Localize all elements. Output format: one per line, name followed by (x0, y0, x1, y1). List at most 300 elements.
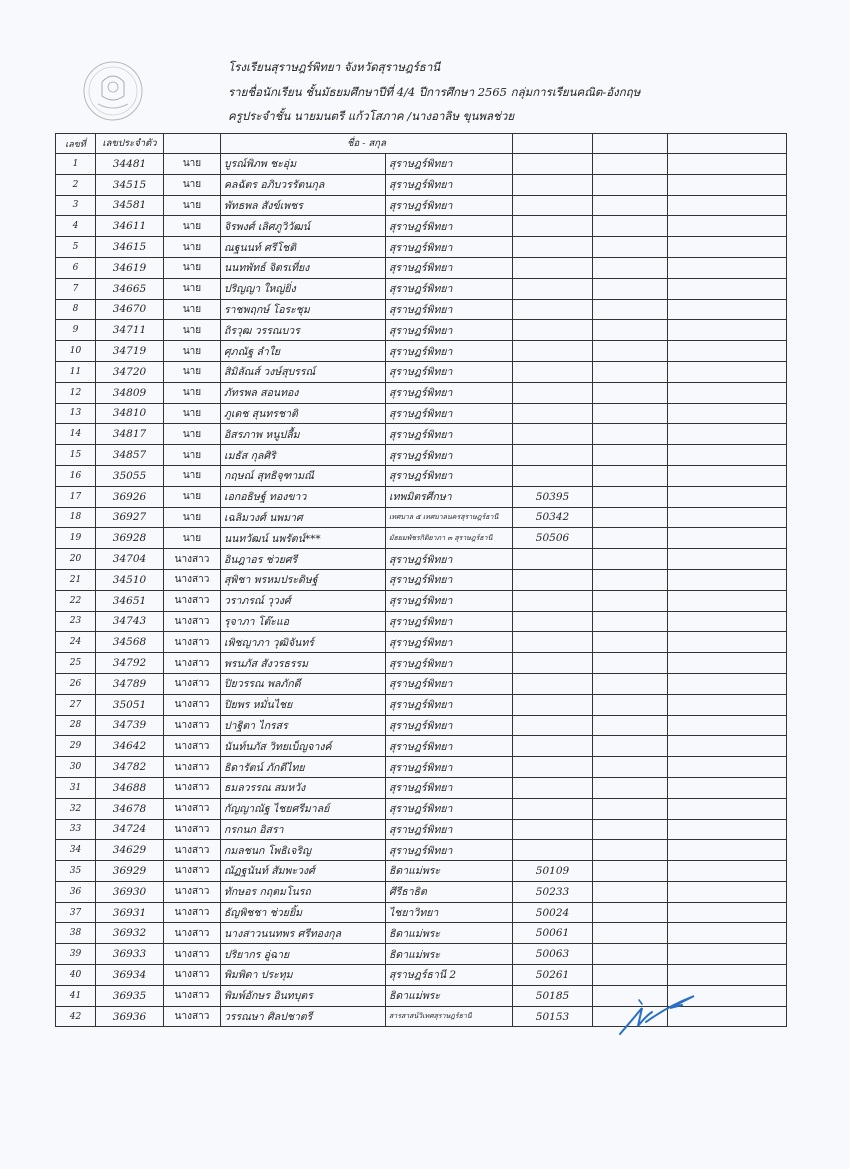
school-seal-logo (82, 60, 144, 122)
cell-school: สุราษฎร์พิทยา (386, 715, 513, 736)
cell-student-id: 34810 (96, 403, 164, 424)
table-row (56, 798, 787, 819)
cell-code (513, 237, 593, 258)
cell-student-id: 34704 (96, 549, 164, 570)
cell-code (513, 195, 593, 216)
cell-name: ณัฏฐนันท์ สัมพะวงศ์ (221, 861, 386, 882)
cell-number: 5 (56, 237, 96, 258)
cell-extra-1 (593, 278, 668, 299)
cell-code (513, 673, 593, 694)
cell-extra-1 (593, 382, 668, 403)
cell-school: สุราษฎร์พิทยา (386, 694, 513, 715)
cell-student-id: 34629 (96, 840, 164, 861)
cell-code (513, 465, 593, 486)
cell-extra-2 (668, 549, 787, 570)
header-extra-1 (593, 134, 668, 154)
cell-number: 26 (56, 673, 96, 694)
cell-code (513, 757, 593, 778)
cell-title: นาย (164, 237, 221, 258)
table-row (56, 216, 787, 237)
cell-school: สุราษฎร์พิทยา (386, 278, 513, 299)
cell-extra-2 (668, 736, 787, 757)
cell-student-id: 34568 (96, 632, 164, 653)
cell-number: 25 (56, 653, 96, 674)
header-title (164, 134, 221, 154)
table-row (56, 549, 787, 570)
table-row (56, 923, 787, 944)
table-row (56, 424, 787, 445)
cell-title: นาย (164, 445, 221, 466)
cell-name: เฉลิมวงศ์ นพมาศ (221, 507, 386, 528)
cell-student-id: 34670 (96, 299, 164, 320)
cell-code (513, 590, 593, 611)
cell-name: ราชพฤกษ์ โอระชุม (221, 299, 386, 320)
cell-school: สุราษฎร์พิทยา (386, 653, 513, 674)
cell-student-id: 36936 (96, 1006, 164, 1027)
cell-title: นาย (164, 361, 221, 382)
cell-school: เทพมิตรศึกษา (386, 486, 513, 507)
cell-extra-2 (668, 403, 787, 424)
cell-title: นางสาว (164, 715, 221, 736)
cell-code (513, 216, 593, 237)
cell-school: สุราษฎร์พิทยา (386, 403, 513, 424)
signature-mark (612, 988, 712, 1038)
cell-number: 24 (56, 632, 96, 653)
cell-title: นาย (164, 341, 221, 362)
cell-extra-1 (593, 361, 668, 382)
cell-number: 40 (56, 965, 96, 986)
cell-number: 28 (56, 715, 96, 736)
student-table (55, 133, 787, 1027)
cell-school: ธิดาแม่พระ (386, 985, 513, 1006)
cell-extra-2 (668, 715, 787, 736)
cell-title: นางสาว (164, 549, 221, 570)
cell-name: อิสรภาพ หนูปลื้ม (221, 424, 386, 445)
cell-student-id: 34642 (96, 736, 164, 757)
cell-number: 31 (56, 777, 96, 798)
cell-title: นาย (164, 154, 221, 175)
cell-extra-1 (593, 715, 668, 736)
header-student-id: เลขประจำตัว (96, 134, 164, 154)
cell-title: นางสาว (164, 757, 221, 778)
cell-title: นาย (164, 195, 221, 216)
table-row (56, 861, 787, 882)
cell-extra-1 (593, 590, 668, 611)
cell-extra-2 (668, 257, 787, 278)
cell-extra-2 (668, 673, 787, 694)
cell-school: สุราษฎร์พิทยา (386, 257, 513, 278)
cell-number: 37 (56, 902, 96, 923)
header-code (513, 134, 593, 154)
cell-name: ปิยพร หมั่นไชย (221, 694, 386, 715)
cell-student-id: 34510 (96, 569, 164, 590)
table-row (56, 320, 787, 341)
cell-student-id: 35051 (96, 694, 164, 715)
cell-school: สุราษฎร์พิทยา (386, 840, 513, 861)
cell-code (513, 257, 593, 278)
cell-name: ถิรวุฒ วรรณบวร (221, 320, 386, 341)
cell-title: นาย (164, 424, 221, 445)
cell-name: วราภรณ์ วุวงศ์ (221, 590, 386, 611)
cell-extra-2 (668, 299, 787, 320)
cell-title: นางสาว (164, 590, 221, 611)
cell-extra-1 (593, 611, 668, 632)
cell-number: 10 (56, 341, 96, 362)
cell-title: นางสาว (164, 1006, 221, 1027)
cell-extra-2 (668, 382, 787, 403)
cell-name: พัทธพล สังข์เพชร (221, 195, 386, 216)
table-row (56, 445, 787, 466)
cell-title: นาย (164, 299, 221, 320)
cell-code (513, 632, 593, 653)
cell-school: สุราษฎร์พิทยา (386, 445, 513, 466)
cell-student-id: 36926 (96, 486, 164, 507)
table-row (56, 257, 787, 278)
cell-extra-2 (668, 216, 787, 237)
cell-school: ธิดาแม่พระ (386, 861, 513, 882)
cell-name: ปริยากร อู่ฉาย (221, 944, 386, 965)
table-row (56, 611, 787, 632)
cell-student-id: 34581 (96, 195, 164, 216)
table-header-row (56, 134, 787, 154)
cell-extra-2 (668, 528, 787, 549)
cell-number: 27 (56, 694, 96, 715)
cell-name: วรรณษา ศิลปชาตรี (221, 1006, 386, 1027)
table-row (56, 154, 787, 175)
cell-school: ธิดาแม่พระ (386, 923, 513, 944)
table-row (56, 694, 787, 715)
table-row (56, 382, 787, 403)
cell-student-id: 36932 (96, 923, 164, 944)
cell-name: นนทพัทธ์ จิตรเที่ยง (221, 257, 386, 278)
cell-extra-2 (668, 632, 787, 653)
cell-title: นาย (164, 174, 221, 195)
cell-extra-1 (593, 403, 668, 424)
cell-title: นาย (164, 216, 221, 237)
cell-student-id: 34743 (96, 611, 164, 632)
cell-name: ปาฐิตา ไกรสร (221, 715, 386, 736)
cell-student-id: 34724 (96, 819, 164, 840)
cell-name: นันท์นภัส วิทยเบ็ญจางค์ (221, 736, 386, 757)
cell-extra-1 (593, 174, 668, 195)
cell-code: 50506 (513, 528, 593, 549)
cell-number: 4 (56, 216, 96, 237)
cell-school: สุราษฎร์พิทยา (386, 611, 513, 632)
cell-code (513, 382, 593, 403)
cell-code (513, 798, 593, 819)
cell-code (513, 299, 593, 320)
cell-title: นางสาว (164, 694, 221, 715)
cell-extra-1 (593, 694, 668, 715)
cell-extra-2 (668, 777, 787, 798)
cell-student-id: 36929 (96, 861, 164, 882)
cell-extra-1 (593, 653, 668, 674)
cell-number: 41 (56, 985, 96, 1006)
cell-title: นางสาว (164, 653, 221, 674)
cell-extra-1 (593, 445, 668, 466)
table-row (56, 361, 787, 382)
cell-student-id: 34857 (96, 445, 164, 466)
cell-school: สุราษฎร์พิทยา (386, 424, 513, 445)
cell-extra-2 (668, 653, 787, 674)
table-row (56, 569, 787, 590)
cell-code: 50024 (513, 902, 593, 923)
cell-student-id: 34515 (96, 174, 164, 195)
cell-title: นาย (164, 507, 221, 528)
cell-extra-1 (593, 736, 668, 757)
cell-extra-2 (668, 507, 787, 528)
cell-extra-1 (593, 216, 668, 237)
cell-code: 50153 (513, 1006, 593, 1027)
cell-name: กฤษณ์ สุทธิจุฑามณี (221, 465, 386, 486)
table-row (56, 403, 787, 424)
cell-number: 33 (56, 819, 96, 840)
cell-name: กรกนก อิสรา (221, 819, 386, 840)
cell-name: คลฉัตร อภิบวรรัตนกุล (221, 174, 386, 195)
cell-title: นาย (164, 278, 221, 299)
cell-name: ธัญพิชชา ช่วยยิ้ม (221, 902, 386, 923)
cell-extra-1 (593, 237, 668, 258)
cell-title: นางสาว (164, 861, 221, 882)
cell-student-id: 34665 (96, 278, 164, 299)
cell-name: ปริญญา ใหญ่ยิ่ง (221, 278, 386, 299)
cell-code: 50109 (513, 861, 593, 882)
cell-student-id: 34817 (96, 424, 164, 445)
cell-name: ทักษอร กฤตมโนรถ (221, 881, 386, 902)
cell-number: 19 (56, 528, 96, 549)
cell-school: สุราษฎร์พิทยา (386, 632, 513, 653)
cell-extra-2 (668, 424, 787, 445)
cell-code (513, 154, 593, 175)
cell-number: 38 (56, 923, 96, 944)
table-row (56, 840, 787, 861)
cell-name: สุพิชา พรหมประดิษฐ์ (221, 569, 386, 590)
cell-student-id: 34789 (96, 673, 164, 694)
cell-code (513, 424, 593, 445)
cell-title: นางสาว (164, 819, 221, 840)
cell-title: นาย (164, 465, 221, 486)
cell-student-id: 36928 (96, 528, 164, 549)
cell-student-id: 34611 (96, 216, 164, 237)
cell-student-id: 36930 (96, 881, 164, 902)
cell-title: นางสาว (164, 611, 221, 632)
cell-number: 6 (56, 257, 96, 278)
cell-code: 50185 (513, 985, 593, 1006)
cell-student-id: 34711 (96, 320, 164, 341)
cell-number: 11 (56, 361, 96, 382)
cell-name: จิรพงศ์ เลิศภูวิวัฒน์ (221, 216, 386, 237)
cell-school: สุราษฎร์พิทยา (386, 465, 513, 486)
cell-extra-1 (593, 195, 668, 216)
cell-number: 3 (56, 195, 96, 216)
cell-school: ธิดาแม่พระ (386, 944, 513, 965)
cell-extra-1 (593, 299, 668, 320)
cell-number: 30 (56, 757, 96, 778)
cell-student-id: 36927 (96, 507, 164, 528)
cell-extra-2 (668, 944, 787, 965)
cell-student-id: 36933 (96, 944, 164, 965)
cell-extra-2 (668, 486, 787, 507)
cell-student-id: 36935 (96, 985, 164, 1006)
table-row (56, 673, 787, 694)
cell-code (513, 320, 593, 341)
cell-extra-2 (668, 341, 787, 362)
cell-number: 15 (56, 445, 96, 466)
cell-code (513, 736, 593, 757)
cell-code (513, 569, 593, 590)
cell-school: สุราษฎร์พิทยา (386, 777, 513, 798)
cell-name: ภัทรพล สอนทอง (221, 382, 386, 403)
cell-school: สุราษฎร์พิทยา (386, 237, 513, 258)
cell-code (513, 694, 593, 715)
cell-school: ไชยาวิทยา (386, 902, 513, 923)
cell-number: 16 (56, 465, 96, 486)
cell-extra-1 (593, 257, 668, 278)
cell-number: 42 (56, 1006, 96, 1027)
cell-title: นางสาว (164, 569, 221, 590)
cell-school: สุราษฎร์พิทยา (386, 819, 513, 840)
table-row (56, 757, 787, 778)
cell-name: พรนภัส สังวรธรรม (221, 653, 386, 674)
cell-school: สุราษฎร์พิทยา (386, 320, 513, 341)
cell-number: 22 (56, 590, 96, 611)
cell-name: นางสาวนนทพร ศรีทองกุล (221, 923, 386, 944)
cell-code (513, 278, 593, 299)
cell-title: นาย (164, 257, 221, 278)
cell-school: สุราษฎร์พิทยา (386, 361, 513, 382)
cell-number: 1 (56, 154, 96, 175)
table-row (56, 736, 787, 757)
cell-name: นนทวัฒน์ นพรัตน์*** (221, 528, 386, 549)
cell-extra-1 (593, 320, 668, 341)
cell-extra-2 (668, 611, 787, 632)
cell-extra-1 (593, 528, 668, 549)
cell-school: สุราษฎร์พิทยา (386, 299, 513, 320)
cell-extra-2 (668, 923, 787, 944)
cell-extra-2 (668, 694, 787, 715)
cell-number: 20 (56, 549, 96, 570)
cell-extra-1 (593, 569, 668, 590)
cell-extra-1 (593, 944, 668, 965)
cell-extra-1 (593, 923, 668, 944)
cell-name: กัญญาณัฐ ไชยศรีมาลย์ (221, 798, 386, 819)
cell-number: 23 (56, 611, 96, 632)
header-name: ชื่อ - สกุล (221, 134, 513, 154)
cell-extra-2 (668, 174, 787, 195)
cell-name: ศุภณัฐ ลำใย (221, 341, 386, 362)
cell-name: บูรณ์พิภพ ชะอุ่ม (221, 154, 386, 175)
table-row (56, 590, 787, 611)
cell-name: ปิยวรรณ พลภักดี (221, 673, 386, 694)
cell-extra-2 (668, 569, 787, 590)
cell-extra-1 (593, 486, 668, 507)
cell-extra-1 (593, 507, 668, 528)
cell-code: 50342 (513, 507, 593, 528)
cell-title: นาย (164, 403, 221, 424)
cell-extra-1 (593, 861, 668, 882)
cell-name: เมธัส กุลศิริ (221, 445, 386, 466)
cell-student-id: 34739 (96, 715, 164, 736)
cell-code (513, 653, 593, 674)
cell-extra-2 (668, 881, 787, 902)
cell-number: 35 (56, 861, 96, 882)
cell-title: นางสาว (164, 777, 221, 798)
table-row (56, 944, 787, 965)
table-row (56, 881, 787, 902)
cell-number: 34 (56, 840, 96, 861)
cell-number: 39 (56, 944, 96, 965)
cell-extra-1 (593, 341, 668, 362)
cell-extra-2 (668, 445, 787, 466)
cell-school: สุราษฎร์พิทยา (386, 154, 513, 175)
cell-school: สุราษฎร์พิทยา (386, 569, 513, 590)
cell-school: สารสาสน์วิเทศสุราษฎร์ธานี (386, 1006, 513, 1027)
cell-school: สุราษฎร์ธานี 2 (386, 965, 513, 986)
cell-number: 36 (56, 881, 96, 902)
cell-title: นางสาว (164, 902, 221, 923)
cell-school: มัธยมพัชรกิติยาภา ๓ สุราษฎร์ธานี (386, 528, 513, 549)
cell-code (513, 611, 593, 632)
cell-number: 17 (56, 486, 96, 507)
table-row (56, 777, 787, 798)
cell-school: ศีรีธาธิต (386, 881, 513, 902)
teacher-line: ครูประจำชั้น นายมนตรี แก้วโสภาค /นางอาลิษ ขุนพลช่วย (228, 109, 515, 123)
cell-title: นาย (164, 528, 221, 549)
cell-title: นาย (164, 320, 221, 341)
cell-school: สุราษฎร์พิทยา (386, 216, 513, 237)
cell-extra-2 (668, 840, 787, 861)
table-row (56, 299, 787, 320)
cell-title: นาย (164, 486, 221, 507)
cell-number: 21 (56, 569, 96, 590)
table-row (56, 653, 787, 674)
cell-code: 50233 (513, 881, 593, 902)
table-row (56, 965, 787, 986)
cell-title: นางสาว (164, 881, 221, 902)
cell-student-id: 36934 (96, 965, 164, 986)
cell-code (513, 403, 593, 424)
cell-extra-2 (668, 819, 787, 840)
cell-student-id: 34615 (96, 237, 164, 258)
school-title: โรงเรียนสุราษฎร์พิทยา จังหวัดสุราษฎร์ธานี (228, 60, 441, 74)
cell-code (513, 549, 593, 570)
cell-school: สุราษฎร์พิทยา (386, 174, 513, 195)
cell-extra-2 (668, 757, 787, 778)
cell-student-id: 36931 (96, 902, 164, 923)
header-extra-2 (668, 134, 787, 154)
cell-extra-2 (668, 154, 787, 175)
cell-title: นางสาว (164, 736, 221, 757)
cell-number: 8 (56, 299, 96, 320)
cell-code: 50063 (513, 944, 593, 965)
cell-extra-1 (593, 154, 668, 175)
table-row (56, 819, 787, 840)
cell-student-id: 34809 (96, 382, 164, 403)
cell-extra-1 (593, 902, 668, 923)
table-row (56, 632, 787, 653)
cell-student-id: 34720 (96, 361, 164, 382)
cell-school: สุราษฎร์พิทยา (386, 341, 513, 362)
cell-extra-1 (593, 777, 668, 798)
cell-extra-2 (668, 590, 787, 611)
table-row (56, 486, 787, 507)
cell-school: สุราษฎร์พิทยา (386, 590, 513, 611)
cell-name: เอกอธิษฐ์ ทองขาว (221, 486, 386, 507)
cell-code: 50395 (513, 486, 593, 507)
cell-code (513, 840, 593, 861)
cell-number: 9 (56, 320, 96, 341)
cell-school: สุราษฎร์พิทยา (386, 673, 513, 694)
